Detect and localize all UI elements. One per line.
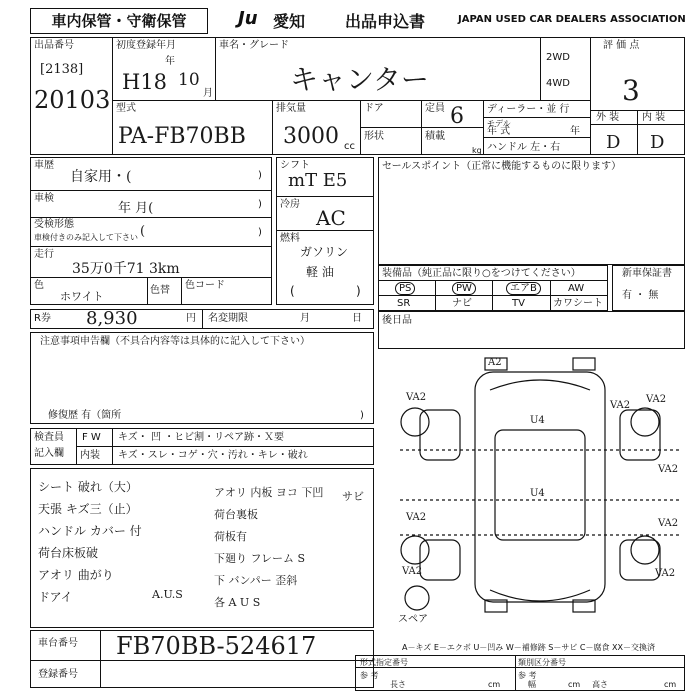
- cm1: cm: [488, 680, 501, 689]
- receive-label: 受検形態: [34, 219, 74, 230]
- receive-sub-label: 車検付きのみ記入して下さい: [34, 233, 138, 242]
- month-label: 月: [300, 313, 310, 324]
- association-name: JAPAN USED CAR DEALERS ASSOCIATION: [458, 14, 686, 25]
- chassis-value: FB70BB-524617: [116, 632, 317, 660]
- score-value: 3: [622, 74, 640, 107]
- damage-mark: VA2: [655, 568, 676, 579]
- note-line: ハンドル カバー 付: [38, 524, 142, 538]
- eq-ps[interactable]: PS: [395, 283, 415, 294]
- displacement-value: 3000: [283, 124, 339, 149]
- spare-label: スペア: [398, 614, 428, 625]
- inner-items: キズ・スレ・コゲ・穴・汚れ・キレ・破れ: [118, 450, 308, 461]
- receive-value: (: [140, 224, 146, 239]
- form-title: 出品申込書: [345, 12, 426, 31]
- repair-label: 修復歴 有（箇所: [48, 410, 122, 421]
- history-value: 自家用・(: [70, 169, 132, 185]
- lot-no-label: 出品番号: [34, 40, 74, 51]
- ref-label: 参 考: [360, 671, 379, 680]
- damage-mark: VA2: [646, 394, 667, 405]
- sales-point-label: セールスポイント（正常に機能するものに限ります）: [382, 161, 622, 172]
- note-line: 荷台床板破: [38, 546, 99, 560]
- org-name: 愛知: [273, 12, 306, 31]
- rear-block: [378, 311, 685, 349]
- lot-sub-value: [2138]: [40, 62, 84, 77]
- reg-month-value: 10: [178, 70, 200, 90]
- note-line-right: アオリ 内板 ヨコ 下凹: [214, 486, 324, 499]
- fuel-value: ガソリン: [300, 245, 349, 259]
- fuel2-value: 軽 油: [306, 265, 334, 279]
- eq-navi[interactable]: ナビ: [452, 298, 472, 309]
- vehicle-info-block: [30, 157, 272, 305]
- note-line-right: 荷板有: [214, 530, 247, 543]
- equipment-label: 装備品（純正品に限り○をつけてください）: [382, 268, 581, 279]
- paint-change-label: 色替: [150, 285, 170, 296]
- width-label: 幅: [528, 680, 536, 689]
- fw-items: キズ・ 凹 ・ヒビ割・リペア跡・Ｘ要: [118, 432, 284, 443]
- damage-mark: VA2: [658, 518, 679, 529]
- ac-label: 冷房: [280, 199, 300, 210]
- inspector-label: 検査員: [34, 432, 64, 443]
- inner-label: 内装: [80, 450, 100, 461]
- year-label: 年 式: [487, 126, 511, 137]
- warranty-options[interactable]: 有 ・ 無: [622, 290, 659, 301]
- lot-value: 20103: [34, 86, 111, 114]
- damage-mark: VA2: [402, 566, 423, 577]
- cm2: cm: [568, 680, 581, 689]
- chassis-label: 車台番号: [38, 638, 78, 649]
- mileage-value: 35万0千71 3km: [72, 261, 180, 277]
- 2wd-label: 2WD: [546, 52, 570, 63]
- note-line-right: 各 A U S: [214, 596, 261, 609]
- eq-leather[interactable]: カワシート: [553, 298, 603, 309]
- year-nen: 年: [570, 126, 580, 137]
- history-label: 車歴: [34, 160, 54, 171]
- eq-aw[interactable]: AW: [568, 283, 585, 294]
- damage-mark: VA2: [406, 392, 427, 403]
- eq-aircon[interactable]: エアB: [506, 283, 541, 294]
- cc-label: cc: [344, 141, 355, 152]
- mileage-label: 走行: [34, 249, 54, 260]
- ref2-label: 参 考: [518, 671, 537, 680]
- damage-mark: A2: [488, 357, 502, 368]
- warranty-label: 新車保証書: [622, 268, 672, 279]
- type-label: 型式: [116, 103, 136, 114]
- shaken-label: 車検: [34, 193, 54, 204]
- notes-tail: サビ: [342, 490, 364, 503]
- color-value: ホワイト: [60, 290, 104, 303]
- damage-mark: VA2: [658, 464, 679, 475]
- damage-mark: VA2: [406, 512, 427, 523]
- ju-logo: Ju: [238, 8, 258, 29]
- legend: A－キズ E－エクボ U－凹み W－補修跡 S－サビ C－腐食 XX－交換済: [402, 643, 656, 652]
- recycle-label: R券: [34, 313, 51, 324]
- notes-label: 注意事項申告欄（不具合内容等は具体的に記入して下さい）: [40, 336, 310, 347]
- model-label: モデル: [487, 119, 511, 128]
- fuel-label: 燃料: [280, 233, 300, 244]
- note-line-right: 下廻り フレーム S: [214, 552, 306, 565]
- recycle-value: 8,930: [86, 308, 138, 329]
- displacement-label: 排気量: [276, 103, 306, 114]
- eq-tv[interactable]: TV: [512, 298, 525, 309]
- door-label: ドア: [364, 103, 384, 114]
- long-label: 長さ: [390, 680, 406, 689]
- note-line: 天張 キズ三（止）: [38, 502, 138, 516]
- sales-point-block: [378, 157, 685, 265]
- rear-label: 後日品: [382, 315, 412, 326]
- note-line-right: 下 バンパー 歪斜: [214, 574, 298, 587]
- damage-mark: U4: [530, 415, 545, 426]
- regno-label: 登録番号: [38, 669, 78, 680]
- yen-label: 円: [186, 313, 196, 324]
- dealer-label: ディーラー・並 行: [487, 104, 570, 115]
- class-no-label: 類別区分番号: [518, 658, 566, 667]
- color-label: 色: [34, 280, 44, 291]
- tsuki-label: 月: [203, 88, 213, 99]
- note-line: シート 破れ（大）: [38, 480, 138, 494]
- load-label: 積載: [425, 131, 445, 142]
- interior-label: 内 装: [642, 112, 666, 123]
- shaken-value: 年 月(: [118, 201, 154, 216]
- handle-label: ハンドル 左・右: [487, 142, 561, 153]
- 4wd-label: 4WD: [546, 78, 570, 89]
- height-label: 高さ: [592, 680, 608, 689]
- shift-label: シフト: [280, 160, 310, 171]
- car-name-label: 車名・グレード: [219, 40, 289, 51]
- ac-value: AC: [316, 206, 346, 230]
- color-code-label: 色コード: [185, 280, 225, 291]
- note-line: アオリ 曲がり: [38, 568, 114, 582]
- kg-label: kg: [472, 146, 482, 155]
- note-line: ドアイ: [38, 590, 73, 604]
- day-label: 日: [352, 313, 362, 324]
- cm3: cm: [664, 680, 677, 689]
- score-label: 評 価 点: [603, 40, 640, 51]
- shape-label: 形状: [364, 131, 384, 142]
- capacity-value: 6: [450, 104, 464, 129]
- capacity-label: 定員: [425, 103, 445, 114]
- damage-mark: VA2: [610, 400, 631, 411]
- shift-value: mT E5: [288, 170, 348, 191]
- nen-label: 年: [165, 56, 175, 67]
- form-no-label: 形式指定番号: [360, 658, 408, 667]
- eq-pw[interactable]: PW: [452, 283, 476, 294]
- fw-label: F W: [82, 432, 101, 443]
- note-line-right: 荷台裏板: [214, 508, 258, 521]
- storage-label: 車内保管・守衛保管: [30, 8, 208, 34]
- exterior-label: 外 装: [596, 112, 620, 123]
- first-reg-label: 初度登録年月: [116, 40, 176, 51]
- damage-mark: U4: [530, 488, 545, 499]
- name-change-label: 名変期限: [208, 313, 248, 324]
- interior-value: D: [650, 132, 665, 153]
- fill-label: 記入欄: [34, 448, 64, 459]
- reg-era-value: H18: [122, 70, 168, 94]
- exterior-value: D: [606, 132, 621, 153]
- type-value: PA-FB70BB: [118, 124, 246, 149]
- notes-mid: A.U.S: [152, 588, 183, 601]
- eq-sr[interactable]: SR: [397, 298, 411, 309]
- car-name-value: キャンター: [290, 63, 429, 96]
